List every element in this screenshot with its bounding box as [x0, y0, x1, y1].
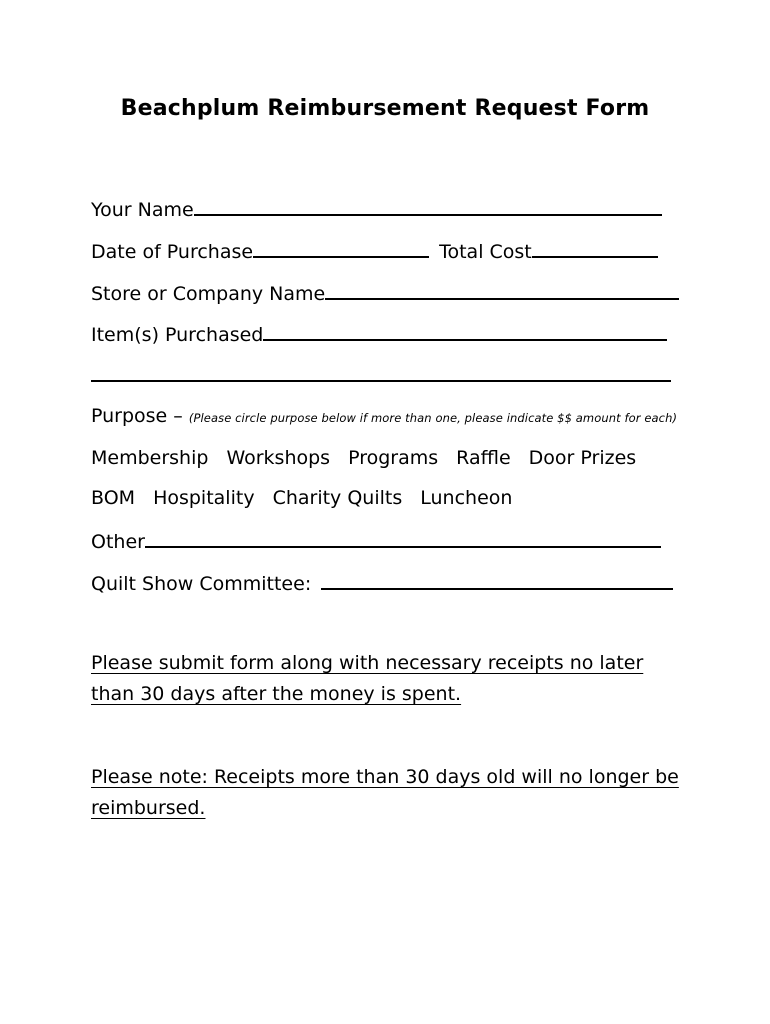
other-row	[91, 528, 661, 554]
option-door-prizes[interactable]: Door Prizes	[528, 447, 637, 469]
items-row	[91, 321, 667, 347]
other-label: Other	[91, 531, 145, 553]
date-of-purchase-label: Date of Purchase	[91, 241, 254, 263]
store-row	[91, 280, 679, 306]
option-hospitality[interactable]: Hospitality	[153, 487, 255, 509]
option-raffle[interactable]: Raffle	[456, 447, 511, 469]
date-cost-row	[91, 238, 658, 264]
receipts-age-notice: Please note: Receipts more than 30 days old will no longer be reimbursed.	[91, 766, 679, 819]
purpose-options-row-2	[91, 486, 512, 510]
your-name-label: Your Name	[91, 199, 194, 221]
quilt-show-label: Quilt Show Committee:	[91, 573, 312, 595]
purpose-row	[91, 404, 677, 430]
option-programs[interactable]: Programs	[348, 447, 439, 469]
purpose-note: (Please circle purpose below if more than one, please indicate $$ amount for each)	[188, 411, 678, 425]
items-extra-blank[interactable]	[91, 362, 671, 382]
total-cost-blank[interactable]	[532, 238, 658, 258]
total-cost-label: Total Cost	[439, 241, 532, 263]
items-blank[interactable]	[263, 321, 667, 341]
form-title: Beachplum Reimbursement Request Form	[120, 96, 650, 121]
store-blank[interactable]	[325, 280, 679, 300]
quilt-show-blank[interactable]	[321, 570, 673, 590]
option-charity-quilts[interactable]: Charity Quilts	[272, 487, 403, 509]
date-of-purchase-blank[interactable]	[253, 238, 429, 258]
quilt-show-row	[91, 570, 673, 596]
submission-notice: Please submit form along with necessary receipts no later than 30 days after the money is spent.	[91, 652, 644, 705]
other-blank[interactable]	[145, 528, 661, 548]
option-luncheon[interactable]: Luncheon	[420, 487, 513, 509]
purpose-dash: –	[167, 405, 189, 427]
option-bom[interactable]: BOM	[91, 487, 136, 509]
purpose-options-row-1	[91, 446, 636, 470]
items-label: Item(s) Purchased	[91, 324, 264, 346]
your-name-row	[91, 196, 662, 222]
purpose-label: Purpose	[91, 405, 168, 427]
store-label: Store or Company Name	[91, 283, 326, 305]
items-extra-row	[91, 362, 671, 388]
option-workshops[interactable]: Workshops	[226, 447, 331, 469]
your-name-blank[interactable]	[194, 196, 662, 216]
option-membership[interactable]: Membership	[91, 447, 209, 469]
